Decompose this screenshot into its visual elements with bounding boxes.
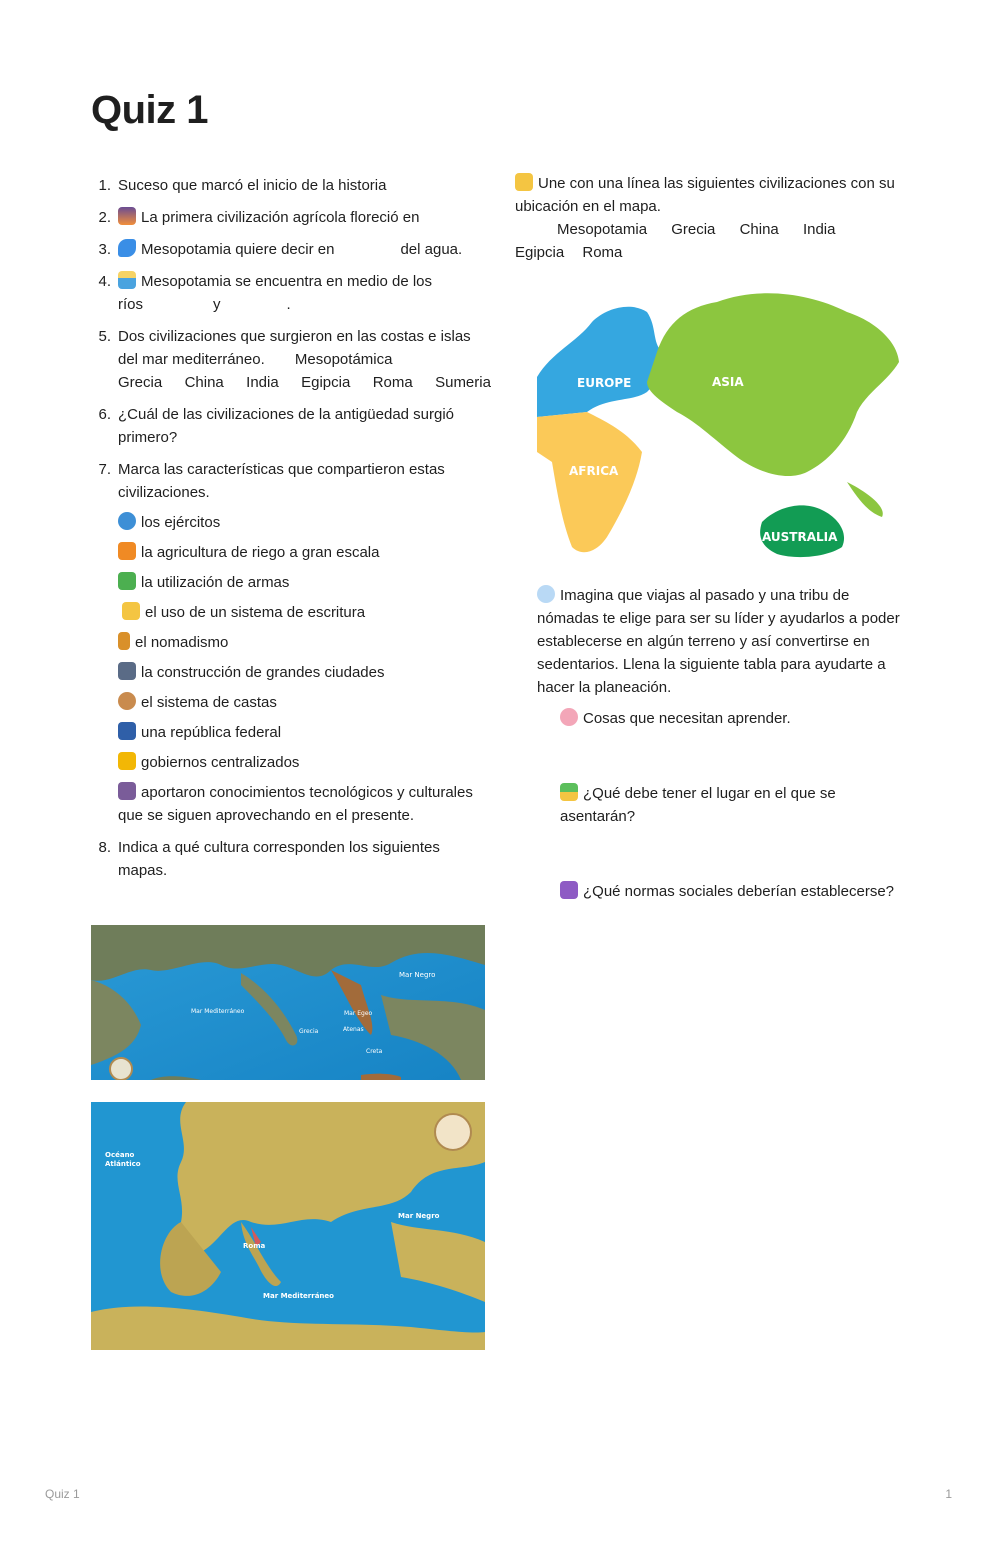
imagine-paragraph <box>537 584 907 699</box>
planning-section <box>537 584 907 903</box>
question-2 <box>91 206 491 229</box>
carrot-icon <box>118 542 136 560</box>
question-number: 7. <box>98 461 111 478</box>
question-text: Mesopotamia se encuentra en medio de los <box>141 273 433 290</box>
map-rome <box>91 1102 485 1350</box>
label-atlantico: Atlántico <box>105 1160 141 1168</box>
world-map <box>537 282 902 564</box>
question-text: ¿Cuál de las civilizaciones de la antigüedad surgió primero? <box>118 406 455 446</box>
question-text: Indica a qué cultura corresponden los siguientes mapas. <box>118 839 440 879</box>
brain-icon <box>560 708 578 726</box>
question-8 <box>91 836 491 882</box>
page-number: 1 <box>945 1487 952 1501</box>
rivers-label: ríos <box>118 296 144 313</box>
word-egipcia[interactable]: Egipcia <box>515 244 565 261</box>
connect-instruction <box>515 172 910 218</box>
question-5 <box>91 325 491 394</box>
label-asia: ASIA <box>712 375 744 389</box>
compass-icon <box>110 1058 132 1080</box>
prompt-text: ¿Qué debe tener el lugar en el que se asentarán? <box>560 785 836 825</box>
option-label: el nomadismo <box>135 634 229 651</box>
option-label: aportaron conocimientos tecnológicos y culturales que se siguen aprovechando en el presente. <box>118 784 473 824</box>
question-text: La primera civilización agrícola floreció en <box>141 209 420 226</box>
question-3 <box>91 238 491 261</box>
characteristic-option[interactable] <box>118 721 491 744</box>
question-number: 3. <box>98 241 111 258</box>
city-icon <box>118 662 136 680</box>
option-sumeria[interactable]: Sumeria <box>435 374 491 391</box>
thought-bubble-icon <box>537 585 555 603</box>
characteristic-option[interactable] <box>118 601 491 624</box>
label-creta: Creta <box>366 1048 383 1055</box>
characteristic-option[interactable] <box>118 661 491 684</box>
prompt-norms <box>560 880 907 903</box>
option-china[interactable]: China <box>184 374 224 391</box>
question-number: 1. <box>98 177 111 194</box>
characteristic-option[interactable] <box>118 631 491 654</box>
question-text-end: del agua. <box>400 241 463 258</box>
question-number: 2. <box>98 209 111 226</box>
peace-icon <box>560 881 578 899</box>
option-india[interactable]: India <box>246 374 279 391</box>
question-text: Suceso que marcó el inicio de la historia <box>118 177 387 194</box>
question-text: Mesopotamia quiere decir en <box>141 241 335 258</box>
label-africa: AFRICA <box>569 464 619 478</box>
option-label: una república federal <box>141 724 282 741</box>
characteristic-option[interactable] <box>118 541 491 564</box>
question-7 <box>91 458 491 504</box>
label-atenas: Atenas <box>343 1026 364 1033</box>
swimmer-icon <box>118 271 136 289</box>
characteristic-option[interactable] <box>118 751 491 774</box>
question-6 <box>91 403 491 449</box>
option-label: la construcción de grandes ciudades <box>141 664 385 681</box>
question-text: Marca las características que compartieron estas civilizaciones. <box>118 461 445 501</box>
option-label: el uso de un sistema de escritura <box>145 604 366 621</box>
telescope-icon <box>118 782 136 800</box>
question-1 <box>91 174 491 197</box>
label-mar-egeo: Mar Egeo <box>344 1010 373 1017</box>
police-officer-icon <box>118 722 136 740</box>
right-column <box>515 172 910 264</box>
option-grecia[interactable]: Grecia <box>118 374 163 391</box>
characteristic-option[interactable] <box>118 781 491 827</box>
word-china[interactable]: China <box>739 221 779 238</box>
island-icon <box>560 783 578 801</box>
word-india[interactable]: India <box>802 221 836 238</box>
map-greece <box>91 925 485 1080</box>
word-roma[interactable]: Roma <box>582 244 623 261</box>
civilization-words <box>515 218 910 264</box>
handshake-icon <box>515 173 533 191</box>
wave-icon <box>118 239 136 257</box>
period-label: . <box>286 296 291 313</box>
question-number: 4. <box>98 273 111 290</box>
question-number: 8. <box>98 839 111 856</box>
option-label: gobiernos centralizados <box>141 754 300 771</box>
label-mar-mediterraneo: Mar Mediterráneo <box>191 1008 245 1015</box>
imagine-text: Imagina que viajas al pasado y una tribu de nómadas te elige para ser su líder y ayudarlos a poder establecerse en algún terreno y así convertirse en sedentarios. Llena la siguiente tabla para ayudarte a hacer la planeación. <box>537 587 900 696</box>
prompt-text: ¿Qué normas sociales deberían establecerse? <box>583 883 895 900</box>
label-mar-negro: Mar Negro <box>398 1212 440 1220</box>
water-pistol-icon <box>118 572 136 590</box>
prompt-learn <box>560 707 907 730</box>
footer-title: Quiz 1 <box>45 1487 80 1501</box>
option-label: la agricultura de riego a gran escala <box>141 544 380 561</box>
label-grecia: Grecia <box>299 1028 319 1035</box>
question-number: 6. <box>98 406 111 423</box>
label-mar-mediterraneo: Mar Mediterráneo <box>263 1292 334 1300</box>
instruction-text: Une con una línea las siguientes civilizaciones con su ubicación en el mapa. <box>515 175 895 215</box>
globe-icon <box>118 512 136 530</box>
page-title: Quiz 1 <box>91 88 209 132</box>
writing-hand-icon <box>122 602 140 620</box>
option-egipcia[interactable]: Egipcia <box>301 374 351 391</box>
option-label: la utilización de armas <box>141 574 290 591</box>
option-mesopotamica[interactable]: Mesopotámica <box>294 351 393 368</box>
label-europe: EUROPE <box>577 376 632 390</box>
label-oceano: Océano <box>105 1151 135 1159</box>
characteristic-option[interactable] <box>118 511 491 534</box>
option-label: los ejércitos <box>141 514 221 531</box>
palette-icon <box>118 692 136 710</box>
walking-person-icon <box>118 632 130 650</box>
characteristic-option[interactable] <box>118 571 491 594</box>
label-mar-negro: Mar Negro <box>399 971 436 979</box>
word-mesopotamia[interactable]: Mesopotamia <box>557 221 648 238</box>
label-australia: AUSTRALIA <box>762 530 838 544</box>
question-text: Dos civilizaciones que surgieron en las costas e islas del mar mediterráneo. <box>118 328 471 368</box>
question-4 <box>91 270 491 316</box>
question-list <box>91 174 491 891</box>
prompt-place <box>560 782 907 828</box>
option-label: el sistema de castas <box>141 694 277 711</box>
label-roma: Roma <box>243 1242 266 1250</box>
option-roma[interactable]: Roma <box>372 374 413 391</box>
compass-rose-icon <box>435 1114 471 1150</box>
word-grecia[interactable]: Grecia <box>671 221 716 238</box>
characteristic-option[interactable] <box>118 691 491 714</box>
crown-icon <box>118 752 136 770</box>
and-label: y <box>213 296 221 313</box>
cityscape-dusk-icon <box>118 207 136 225</box>
prompt-text: Cosas que necesitan aprender. <box>583 710 791 727</box>
question-number: 5. <box>98 328 111 345</box>
